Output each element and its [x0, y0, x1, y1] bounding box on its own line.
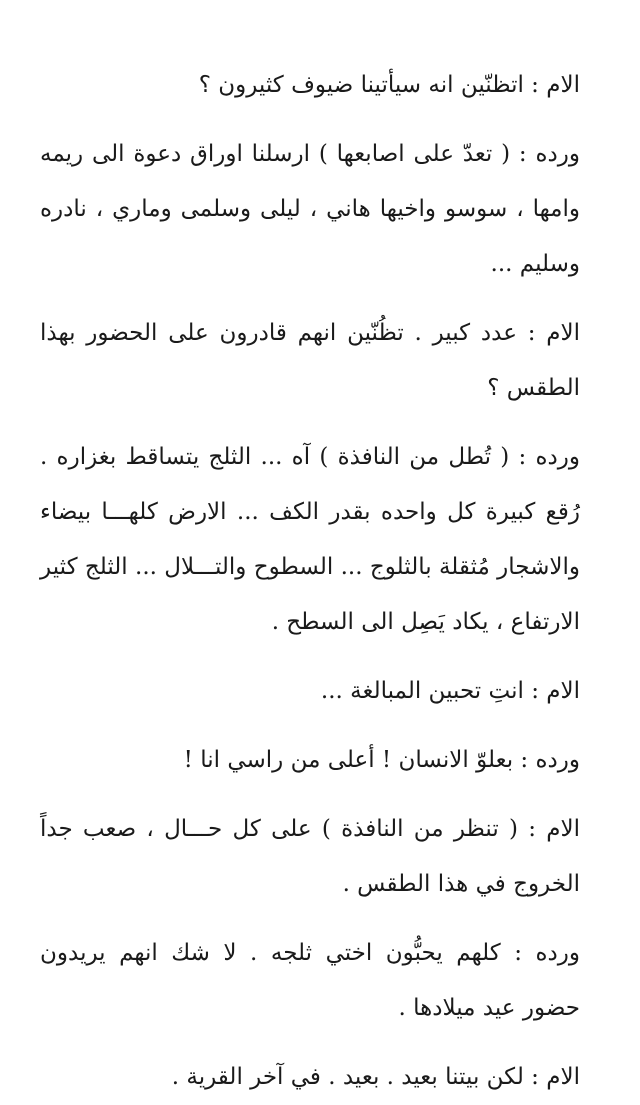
- dialogue-line-warda-3: ورده : بعلوّ الانسان ! أعلى من راسي انا !: [183, 747, 580, 773]
- dialogue-line-warda-2: ورده : ( تُطل من النافذة ) آه ... الثلج يتساقط بغزاره . رُقع كبيرة كل واحده بقدر الكف ... الارض كلهـــا بيضاء والاشجار مُثقلة بالثلوج ... السطوح والتـــلال ... الثلج كثير الارتفاع ، يكاد يَصِل الى السطح .: [40, 444, 580, 635]
- dialogue-line-warda-4: ورده : كلهم يحبُّون اختي ثلجه . لا شك انهم يريدون حضور عيد ميلادها .: [40, 940, 580, 1021]
- dialogue-line-mother-2: الام : عدد كبير . تظُنّين انهم قادرون على الحضور بهذا الطقس ؟: [40, 320, 580, 401]
- dialogue-line-mother-1: الام : اتظنّين انه سيأتينا ضيوف كثيرون ؟: [198, 72, 580, 98]
- dialogue-line-warda-1: ورده : ( تعدّ على اصابعها ) ارسلنا اوراق دعوة الى ريمه وامها ، سوسو واخيها هاني ، ليلى وسلمى وماري ، نادره وسليم ...: [40, 141, 580, 277]
- dialogue-line-mother-4: الام : ( تنظر من النافذة ) على كل حـــال ، صعب جداً الخروج في هذا الطقس .: [40, 816, 580, 897]
- dialogue-line-mother-3: الام : انتِ تحبين المبالغة ...: [320, 678, 580, 704]
- dialogue-line-mother-5: الام : لكن بيتنا بعيد . بعيد . في آخر القرية .: [171, 1064, 580, 1090]
